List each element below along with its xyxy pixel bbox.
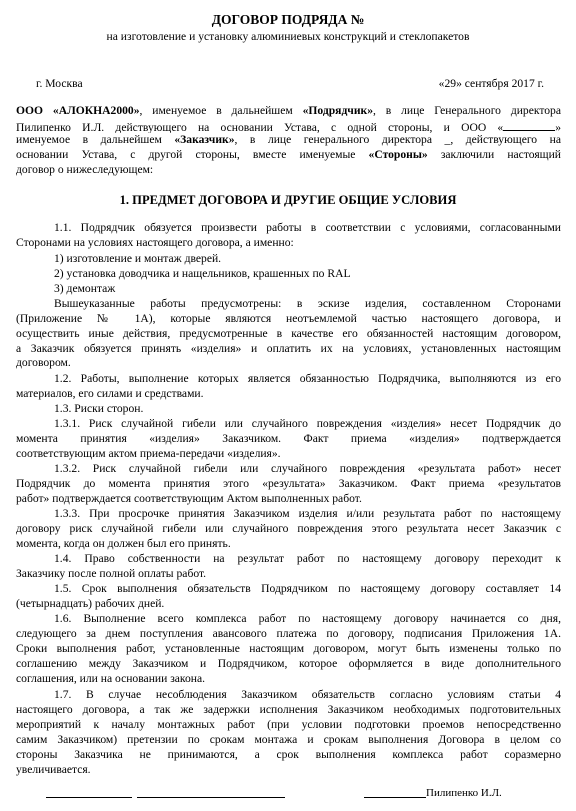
signature-name: Пилипенко И.Л. [426,787,502,799]
clause-1-3-1: момента принятия «изделия» Заказчиком. Факт приема «изделия» подтверждается [16,432,561,445]
clause-1-1-text: осуществить иные действия, предусмотренные в качестве его обязанностей настоящим договором, [16,327,561,340]
clause-1-7: увеличивается. [16,763,91,776]
clause-1-6: соглашения, или на основании закона. [16,672,206,685]
clause-1-1-text: Вышеуказанные работы предусмотрены: в эскизе изделия, составленном Сторонами [54,297,561,310]
clause-1-1-text: (Приложение № 1А), которые являются неотъемлемой частью настоящего договора, и [16,312,561,325]
list-item: 2) установка доводчика и нащельников, крашенных по RAL [54,267,351,280]
clause-1-3-2: Подрядчик до момента принятия этого «результата» Заказчиком. Факт приема «результатов [16,477,561,490]
clause-1-7: 1.7. В случае несоблюдения Заказчиком обязательств согласно условиям статьи 4 [54,688,561,701]
clause-1-3-2: работ» подтверждается соответствующим Актом выполненных работ. [16,492,362,505]
preamble-line-5: договор о нижеследующем: [16,163,154,176]
clause-1-3-3: момента, когда он должен был его принять. [16,537,231,550]
clause-1-4: Заказчику после полной оплаты работ. [16,567,207,580]
clause-1-4: 1.4. Право собственности на результат работ по настоящему договору переходит к [54,552,561,565]
signature-line-left-2 [137,797,285,798]
preamble-line-2: Пилипенко И.Л. действующего на основании Устава, с одной стороны, и ООО « » [16,121,561,133]
clause-1-2: 1.2. Работы, выполнение которых является обязанностью Подрядчика, выполняются из его [54,372,561,385]
clause-1-3-3: договору риск случайной гибели или случайного повреждения этого результата несет Заказчик с [16,522,561,535]
doc-title: ДОГОВОР ПОДРЯДА № [211,12,365,27]
doc-subtitle: на изготовление и установку алюминиевых конструкций и стеклопакетов [106,30,470,43]
clause-1-7: настоящего договора, а так же задержки исполнения Заказчиком необходимых подготовительных [16,703,561,716]
doc-city: г. Москва [36,77,83,90]
clause-1-2: материалов, его силами и средствами. [16,387,204,400]
signature-line-right [364,797,426,798]
clause-1-3-2: 1.3.2. Риск случайной гибели или случайного повреждения «результата работ» несет [54,462,561,475]
clause-1-3-1: 1.3.1. Риск случайной гибели или случайного повреждения «изделия» несет Подрядчик до [54,417,561,430]
clause-1-7: самим Заказчиком) претензии по срокам монтажа и срокам выполнения Договора в целом со [16,733,561,746]
section-1-title: 1. ПРЕДМЕТ ДОГОВОРА И ДРУГИЕ ОБЩИЕ УСЛОВИЯ [119,193,457,207]
clause-1-7: стороны Заказчика не принимаются, а срок выполнения комплекса работ соразмерно [16,748,561,761]
clause-1-6: соглашению между Заказчиком и Подрядчиком, которое оформляется в виде дополнительного [16,657,561,670]
clause-1-5: 1.5. Срок выполнения обязательств Подрядчиком по настоящему договору составляет 14 [54,582,561,595]
clause-1-1-text: а Заказчик обязуется принять «изделия» и оплатить их на условиях, установленных настоящим [16,342,561,355]
preamble-line-1: ООО «АЛОКНА2000», именуемое в дальнейшем «Подрядчик», в лице Генерального директора [16,104,561,117]
list-item: 3) демонтаж [54,282,116,295]
list-item: 1) изготовление и монтаж дверей. [54,252,222,265]
clause-1-3: 1.3. Риски сторон. [54,402,144,415]
clause-1-3-3: 1.3.3. При просрочке принятия Заказчиком изделия и/или результата работ по настоящему [54,507,561,520]
clause-1-1-line: Сторонами на условиях настоящего договора, а именно: [16,236,294,249]
clause-1-3-1: соответствующим актом приема-передачи «изделия». [16,447,281,460]
preamble-line-4: основании Устава, с другой стороны, вместе именуемые «Стороны» заключили настоящий [16,148,561,161]
clause-1-7: мероприятий к началу монтажных работ (при условии подготовки проемов непосредственно [16,718,561,731]
clause-1-5: (четырнадцать) рабочих дней. [16,597,165,610]
blank-field [503,119,555,131]
preamble-line-3: именуемое в дальнейшем «Заказчик», в лице генерального директора _, действующего на [16,133,561,146]
clause-1-6: следующего за днем поступления авансового платежа по договору, подписания Приложения 1А. [16,627,561,640]
clause-1-6: 1.6. Выполнение всего комплекса работ по настоящему договору начинается со дня, [54,612,561,625]
signature-line-left-1 [46,797,132,798]
clause-1-6: Сроки выполнения работ, установленные настоящим договором, могут быть изменены только по [16,642,561,655]
clause-1-1-text: договором. [16,356,71,369]
doc-date: «29» сентября 2017 г. [438,77,544,90]
clause-1-1-line: 1.1. Подрядчик обязуется произвести работы в соответствии с условиями, согласованными [54,221,561,234]
